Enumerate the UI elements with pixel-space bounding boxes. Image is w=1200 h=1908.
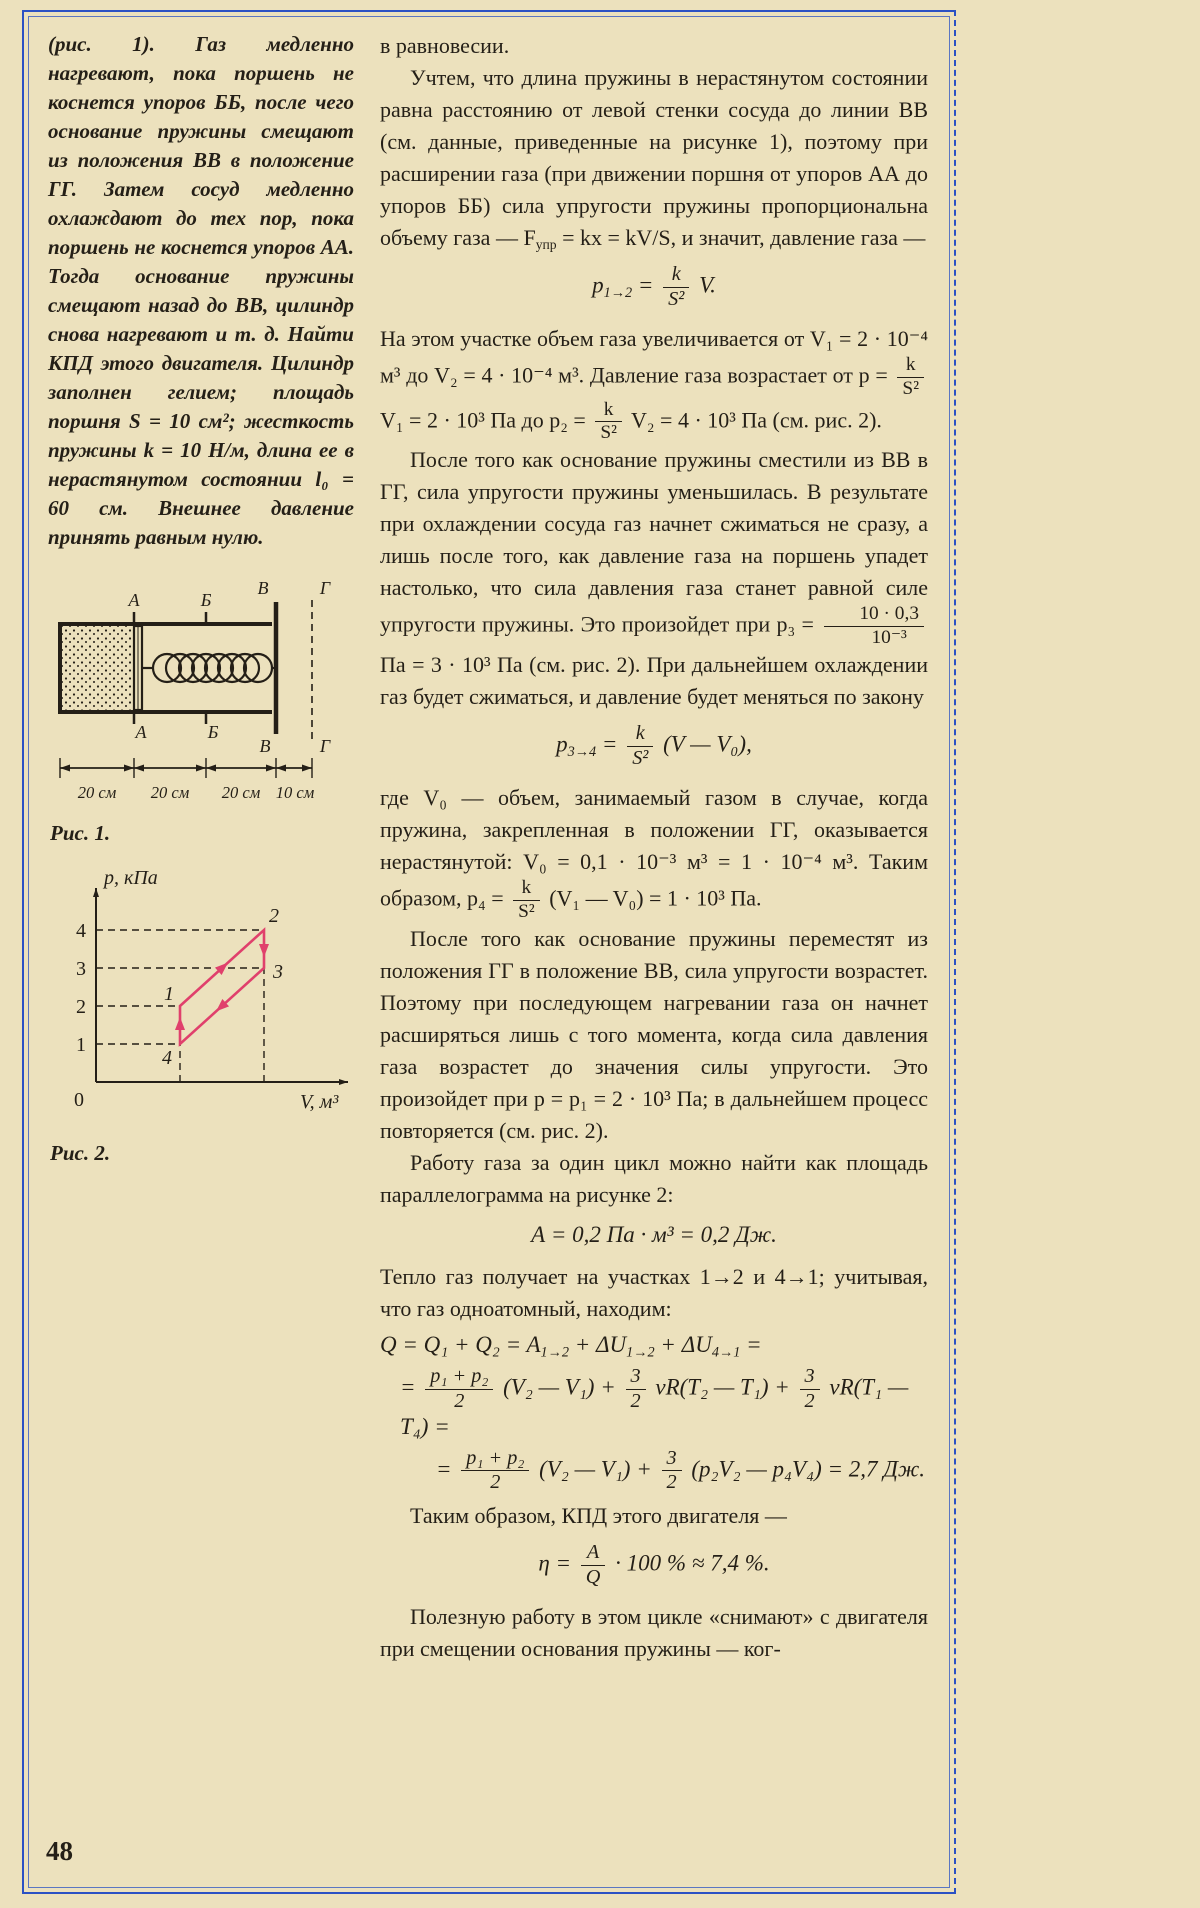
- page-number: 48: [46, 1836, 73, 1866]
- paragraph-efficiency-intro: Таким образом, КПД этого двигателя —: [410, 1503, 787, 1529]
- dim-label-4: 10 см: [275, 783, 315, 802]
- label-G-bottom: Г: [319, 736, 331, 756]
- figure-1-drawing: [48, 572, 356, 810]
- problem-statement: (рис. 1). Газ медленно нагревают, пока поршень не коснется упоров ББ, после чего основание пружины смещают из положения ВВ в положение ГГ. Затем сосуд медленно охлаждают до тех пор, пока поршень не коснется упоров АА. Тогда основание пружины смещают назад до ВВ, цилиндр снова нагревают и т. д. Найти КПД этого двигателя. Цилиндр заполнен гелием; площадь поршня S = 10 см²; жесткость пружины k = 10 Н/м, длина ее в нерастянутом состоянии l₀ = 60 см. Внешнее давление принять равным нулю.: [48, 32, 354, 549]
- label-B-bottom: Б: [207, 722, 219, 742]
- formula-heat-line-1: $Q = Q_1 + Q_2 = A_{1\to 2} + \Delta U_{1\to 2} + \Delta U_{4\to 1}$ =: [380, 1332, 762, 1361]
- formula-heat-line-3: = $\frac{\text{p₁ + p₂}}{2}$ (V₂ — V₁) + $\frac{3}{2}$ (p₂V₂ — p₄V₄) = 2,7 Дж.: [436, 1446, 926, 1494]
- paragraph-spring-length: Учтем, что длина пружины в нерастянутом состоянии равна расстоянию от левой стенки сосуда до линии ВВ (см. данные, приведенные на рисунке 1), поэтому при расширении газа (при движении поршня от упоров АА до упоров ББ) сила упругости пружины пропорциональна объему газа — $F_{упр}$ = kx = kV/S, и значит, давление газа —: [380, 65, 928, 253]
- pv-cycle-chart: [48, 862, 360, 1130]
- paragraph-spring-return: После того как основание пружины переместят из положения ГГ в положение ВВ, сила упругости возрастет. Поэтому при последующем нагревании газа он начнет расширяться лишь с того момента, когда сила давления газа возрастет до значения силы упругости. Это произойдет при p = p₁ = 2 · 10³ Па; в дальнейшем процесс повторяется (см. рис. 2).: [380, 925, 928, 1143]
- label-A-top: А: [128, 590, 140, 610]
- dim-label-1: 20 см: [77, 783, 117, 802]
- figure-2-caption: Рис. 2.: [50, 1141, 111, 1165]
- paragraph-work-per-cycle: Работу газа за один цикл можно найти как площадь параллелограмма на рисунке 2:: [380, 1149, 928, 1207]
- spring-coil: [153, 654, 272, 682]
- figure-1-caption: Рис. 1.: [50, 821, 111, 845]
- svg-text:1: 1: [164, 983, 174, 1005]
- svg-text:p, кПа: p, кПа: [104, 867, 158, 889]
- paragraph-volume-increase: На этом участке объем газа увеличивается от V₁ = 2 · 10⁻⁴ м³ до V₂ = 4 · 10⁻⁴ м³. Давление газа возрастает от p = $\frac{k}{\text{S²}}$ V₁ = 2 · 10³ Па до p₂ = $\frac{k}{\text{S²}}$ V₂ = 4 · 10³ Па (см. рис. 2).: [380, 325, 928, 444]
- label-G-top: Г: [319, 578, 331, 598]
- svg-text:0: 0: [74, 1089, 84, 1111]
- svg-text:2: 2: [76, 996, 86, 1018]
- paragraph-heat-input: Тепло газ получает на участках 1→2 и 4→1; учитывая, что газ одноатомный, находим:: [380, 1264, 928, 1322]
- formula-work: А = 0,2 Па · м³ = 0,2 Дж.: [531, 1221, 777, 1247]
- label-V-top: В: [257, 578, 269, 598]
- svg-text:3: 3: [76, 958, 86, 980]
- solution-column: [380, 30, 928, 1665]
- formula-pressure-3-4: $p_{3\to 4}$ = $\frac{k}{\text{S²}}$ (V — V₀),: [556, 722, 752, 769]
- dim-label-2: 20 см: [150, 783, 190, 802]
- paragraph-v0-definition: где V₀ — объем, занимаемый газом в случае, когда пружина, закрепленная в положении ГГ, оказывается нерастянутой: V₀ = 0,1 · 10⁻³ м³ = 1 · 10⁻⁴ м³. Таким образом, p₄ = $\frac{k}{\text{S²}}$ (V₁ — V₀) = 1 · 10³ Па.: [380, 784, 928, 922]
- figure-2: [48, 862, 354, 1166]
- paragraph-equilibrium: в равновесии.: [380, 33, 510, 58]
- label-V-bottom: В: [259, 736, 271, 756]
- gas-region: [62, 626, 134, 710]
- svg-text:3: 3: [273, 961, 283, 983]
- svg-text:4: 4: [162, 1047, 172, 1069]
- svg-text:V, м³: V, м³: [300, 1091, 339, 1113]
- svg-text:1: 1: [76, 1034, 86, 1056]
- svg-text:2: 2: [269, 905, 279, 927]
- paragraph-useful-work: Полезную работу в этом цикле «снимают» с двигателя при смещении основания пружины — ког-: [380, 1603, 928, 1661]
- paragraph-cooling: После того как основание пружины сместили из ВВ в ГГ, сила упругости пружины уменьшилась. В результате при охлаждении сосуда газ начнет сжиматься не сразу, а лишь после того, как давление газа на поршень упадет настолько, что сила давления газа станет равной силе упругости пружины. Это произойдет при p₃ = $\frac{10 \cdot 0,3}{\text{10⁻³}}$ Па = 3 · 10³ Па (см. рис. 2). При дальнейшем охлаждении газ будет сжиматься, и давление будет меняться по закону: [380, 447, 928, 710]
- dim-label-3: 20 см: [221, 783, 261, 802]
- svg-text:4: 4: [76, 920, 86, 942]
- formula-heat-line-2: = $\frac{\text{p₁ + p₂}}{2}$ (V₂ — V₁) + $\frac{3}{2}$ νR(T₂ — T₁) + $\frac{3}{2}$ νR(T₁ — T₄) =: [400, 1365, 909, 1439]
- figure-1: [48, 572, 354, 846]
- page-content: [48, 30, 928, 1665]
- formula-pressure-1-2: $p_{1\to 2}$ = $\frac{k}{\text{S²}}$ V.: [592, 263, 716, 310]
- problem-column: [48, 30, 354, 1665]
- formula-efficiency: η = $\frac{A}{Q}$ · 100 % ≈ 7,4 %.: [538, 1541, 770, 1589]
- label-A-bottom: А: [135, 722, 147, 742]
- label-B-top: Б: [200, 590, 212, 610]
